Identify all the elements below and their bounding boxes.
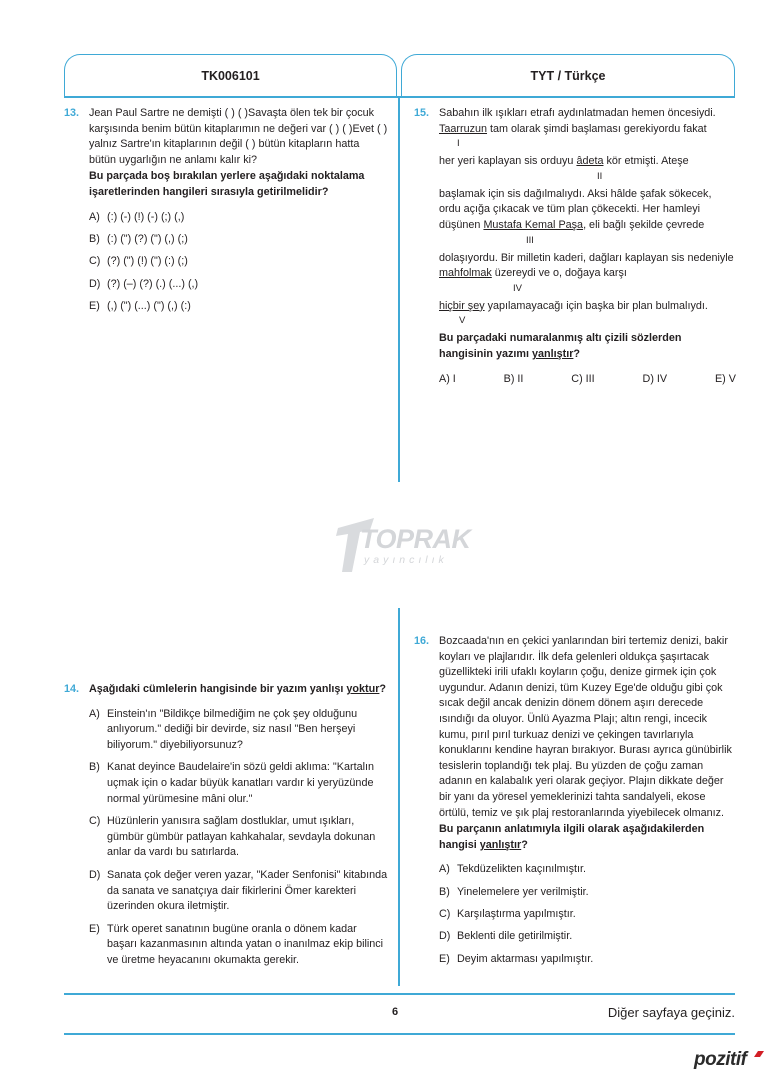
- footer-divider-bottom: [64, 1033, 735, 1035]
- passage: Bozcaada'nın en çekici yanlarından biri tertemiz denizi, bakir koyları ve plajlarıdır. İlk defa gelenleri oldukça şaşırtacak güzellikteki irili ufaklı koyların çoğu, denize girmek için çok uygundur. Adanın denizi, tüm Kuzey Ege'de olduğu gibi çok sıcak değil ancak denizin dönem dönem aşırı derecede ısındığı da oluyor. Ünlü Ayazma Plajı; altın rengi, incecik kumu, pırıl pırıl turkuaz denizi ve çekingen tavırlarıyla konuklarını kendine hayran bırakıyor. Burası ayrıca günübirlik tesislerin toplandığı tek plaj. Bu yüzden de çoğu zaman adanın en kalabalık yeri olarak geçiyor. Plajın dikkate değer bir yanı da yöresel yemeklerinizi tahta sandalyeli, ekose örtülü, temiz ve şık plaj restoranlarında yiyebilecek olmanız.: [439, 635, 732, 819]
- option-b[interactable]: B) II: [503, 372, 524, 385]
- numeral-4: IV: [513, 282, 522, 294]
- underlined-word-3: Mustafa Kemal Paşa: [483, 218, 584, 231]
- underlined-word-1: Taarruzun: [439, 122, 488, 135]
- header-left-box: [64, 54, 397, 96]
- publisher-logo: pozitif: [694, 1049, 747, 1070]
- option-e[interactable]: E) Deyim aktarması yapılmıştır.: [439, 952, 594, 965]
- header-right-box: [401, 54, 735, 96]
- question-prompt: Aşağıdaki cümlelerin hangisinde bir yazım yanlışı yoktur?: [89, 683, 387, 695]
- question-14: [64, 682, 389, 969]
- question-16: [414, 634, 736, 967]
- option-b[interactable]: B) Kanat deyince Baudelaire'in sözü geldi aklıma: "Kartalın uçmak için o kadar büyük kanatları vardır ki yeryüzünde normal yürümesine mâni olur.": [89, 761, 374, 805]
- test-code: TK006101: [201, 69, 260, 83]
- option-e[interactable]: E) Türk operet sanatının bugüne oranla o dönem kadar başarı kazanmasının altında yatan o inanılmaz ekip bilinci ve üretme heyacanını okumakta gerekir.: [89, 922, 384, 966]
- option-a[interactable]: A) (:) (-) (!) (-) (;) (,): [89, 210, 185, 223]
- numeral-3: III: [526, 234, 534, 246]
- option-b[interactable]: B) (:) (") (?) (") (,) (;): [89, 232, 188, 245]
- option-e[interactable]: E) (,) (") (...) (") (,) (:): [89, 300, 191, 313]
- option-e[interactable]: E) V: [714, 372, 736, 385]
- question-number: 16.: [414, 635, 430, 647]
- subject-title: TYT / Türkçe: [530, 69, 606, 83]
- question-stem: Jean Paul Sartre ne demişti ( ) ( )Savaşta ölen tek bir çocuk karşısında benim bütün kitaplarımın ne değeri var ( ) ( )Evet ( ) yalnız Sartre'ın kitaplarının değil ( ) bütün kitapların hatta bütün uygarlığın ne anlamı kalır ki?: [89, 107, 388, 166]
- numeral-2: II: [597, 170, 603, 182]
- option-a[interactable]: A) I: [439, 372, 456, 385]
- answer-row: [439, 372, 736, 388]
- option-d[interactable]: D) (?) (–) (?) (.) (...) (,): [89, 277, 199, 290]
- underlined-word-4: mahfolmak: [439, 267, 492, 280]
- question-prompt: Bu parçadaki numaralanmış altı çizili sözlerden hangisinin yazımı yanlıştır?: [439, 332, 682, 360]
- watermark-sub: yayıncılık: [364, 554, 448, 566]
- column-divider-top: [398, 97, 400, 482]
- question-number: 13.: [64, 107, 80, 119]
- question-prompt: Bu parçada boş bırakılan yerlere aşağıdaki noktalama işaretlerinden hangileri sırasıyla getirilmelidir?: [89, 170, 365, 198]
- numeral-5: V: [459, 315, 466, 327]
- question-number: 14.: [64, 683, 80, 695]
- underlined-word-5: hiçbir şey: [439, 299, 485, 312]
- header-divider: [64, 96, 735, 98]
- logo-accent-icon: [752, 1049, 766, 1059]
- question-number: 15.: [414, 107, 430, 119]
- passage: Sabahın ilk ışıkları etrafı aydınlatmadan hemen öncesiydi. Taarruzun tam olarak şimdi başlaması gerekiyordu fakat I her yeri kaplayan sis orduyu âdeta kör etmişti. Ateşe II başlamak için sis dağılmalıydı. Aksi hâlde şafak sökecek, ordu açığa çıkacak ve tüm plan çökecekti. Her hamleyi düşünen Mustafa Kemal Paşa, eli bağlı şekilde çevrede III dolaşıyordu. Bir milletin kaderi, dağları kaplayan sis nedeniyle mahfolmak üzereydi ve o, doğaya karşı IV hiçbir şey yapılamayacağı için başka bir plan bulmalıydı. V: [439, 106, 736, 327]
- option-c[interactable]: C) Hüzünlerin yanısıra sağlam dostluklar, umut ışıkları, gümbür gümbür patlayan kahkahalar, sevdayla dokunan anlar da vardı bu satırlarda.: [89, 815, 376, 859]
- watermark-brand: TOPRAK: [360, 524, 471, 554]
- option-d[interactable]: D) Sanata çok değer veren yazar, "Kader Senfonisi" kitabında da sanata ve sanatçıya dair fikirlerini Ömer karekteri üzerinden okura iletmiştir.: [89, 868, 388, 913]
- page-number: 6: [392, 1006, 399, 1018]
- numeral-1: I: [457, 138, 460, 150]
- option-c[interactable]: C) (?) (") (!) (") (:) (;): [89, 255, 188, 268]
- option-d[interactable]: D) IV: [642, 372, 668, 385]
- option-b[interactable]: B) Yinelemelere yer verilmiştir.: [439, 885, 589, 898]
- underlined-word-2: âdeta: [576, 155, 604, 168]
- next-page-note: Diğer sayfaya geçiniz.: [607, 1005, 735, 1020]
- column-divider-bottom: [398, 608, 400, 986]
- option-c[interactable]: C) III: [571, 372, 595, 385]
- question-13: [64, 106, 389, 315]
- option-a[interactable]: A) Tekdüzelikten kaçınılmıştır.: [439, 863, 587, 876]
- option-a[interactable]: A) Einstein'ın "Bildikçe bilmediğim ne çok şey olduğunu anlıyorum." dediği bir devirde, siz nasıl "Ben herşeyi biliyorum." diyebiliyorsunuz?: [89, 707, 358, 751]
- footer-divider-top: [64, 993, 735, 995]
- option-d[interactable]: D) Beklenti dile getirilmiştir.: [439, 930, 573, 943]
- question-15: [414, 106, 736, 387]
- option-c[interactable]: C) Karşılaştırma yapılmıştır.: [439, 908, 576, 921]
- question-prompt: Bu parçanın anlatımıyla ilgili olarak aşağıdakilerden hangisi yanlıştır?: [439, 823, 705, 851]
